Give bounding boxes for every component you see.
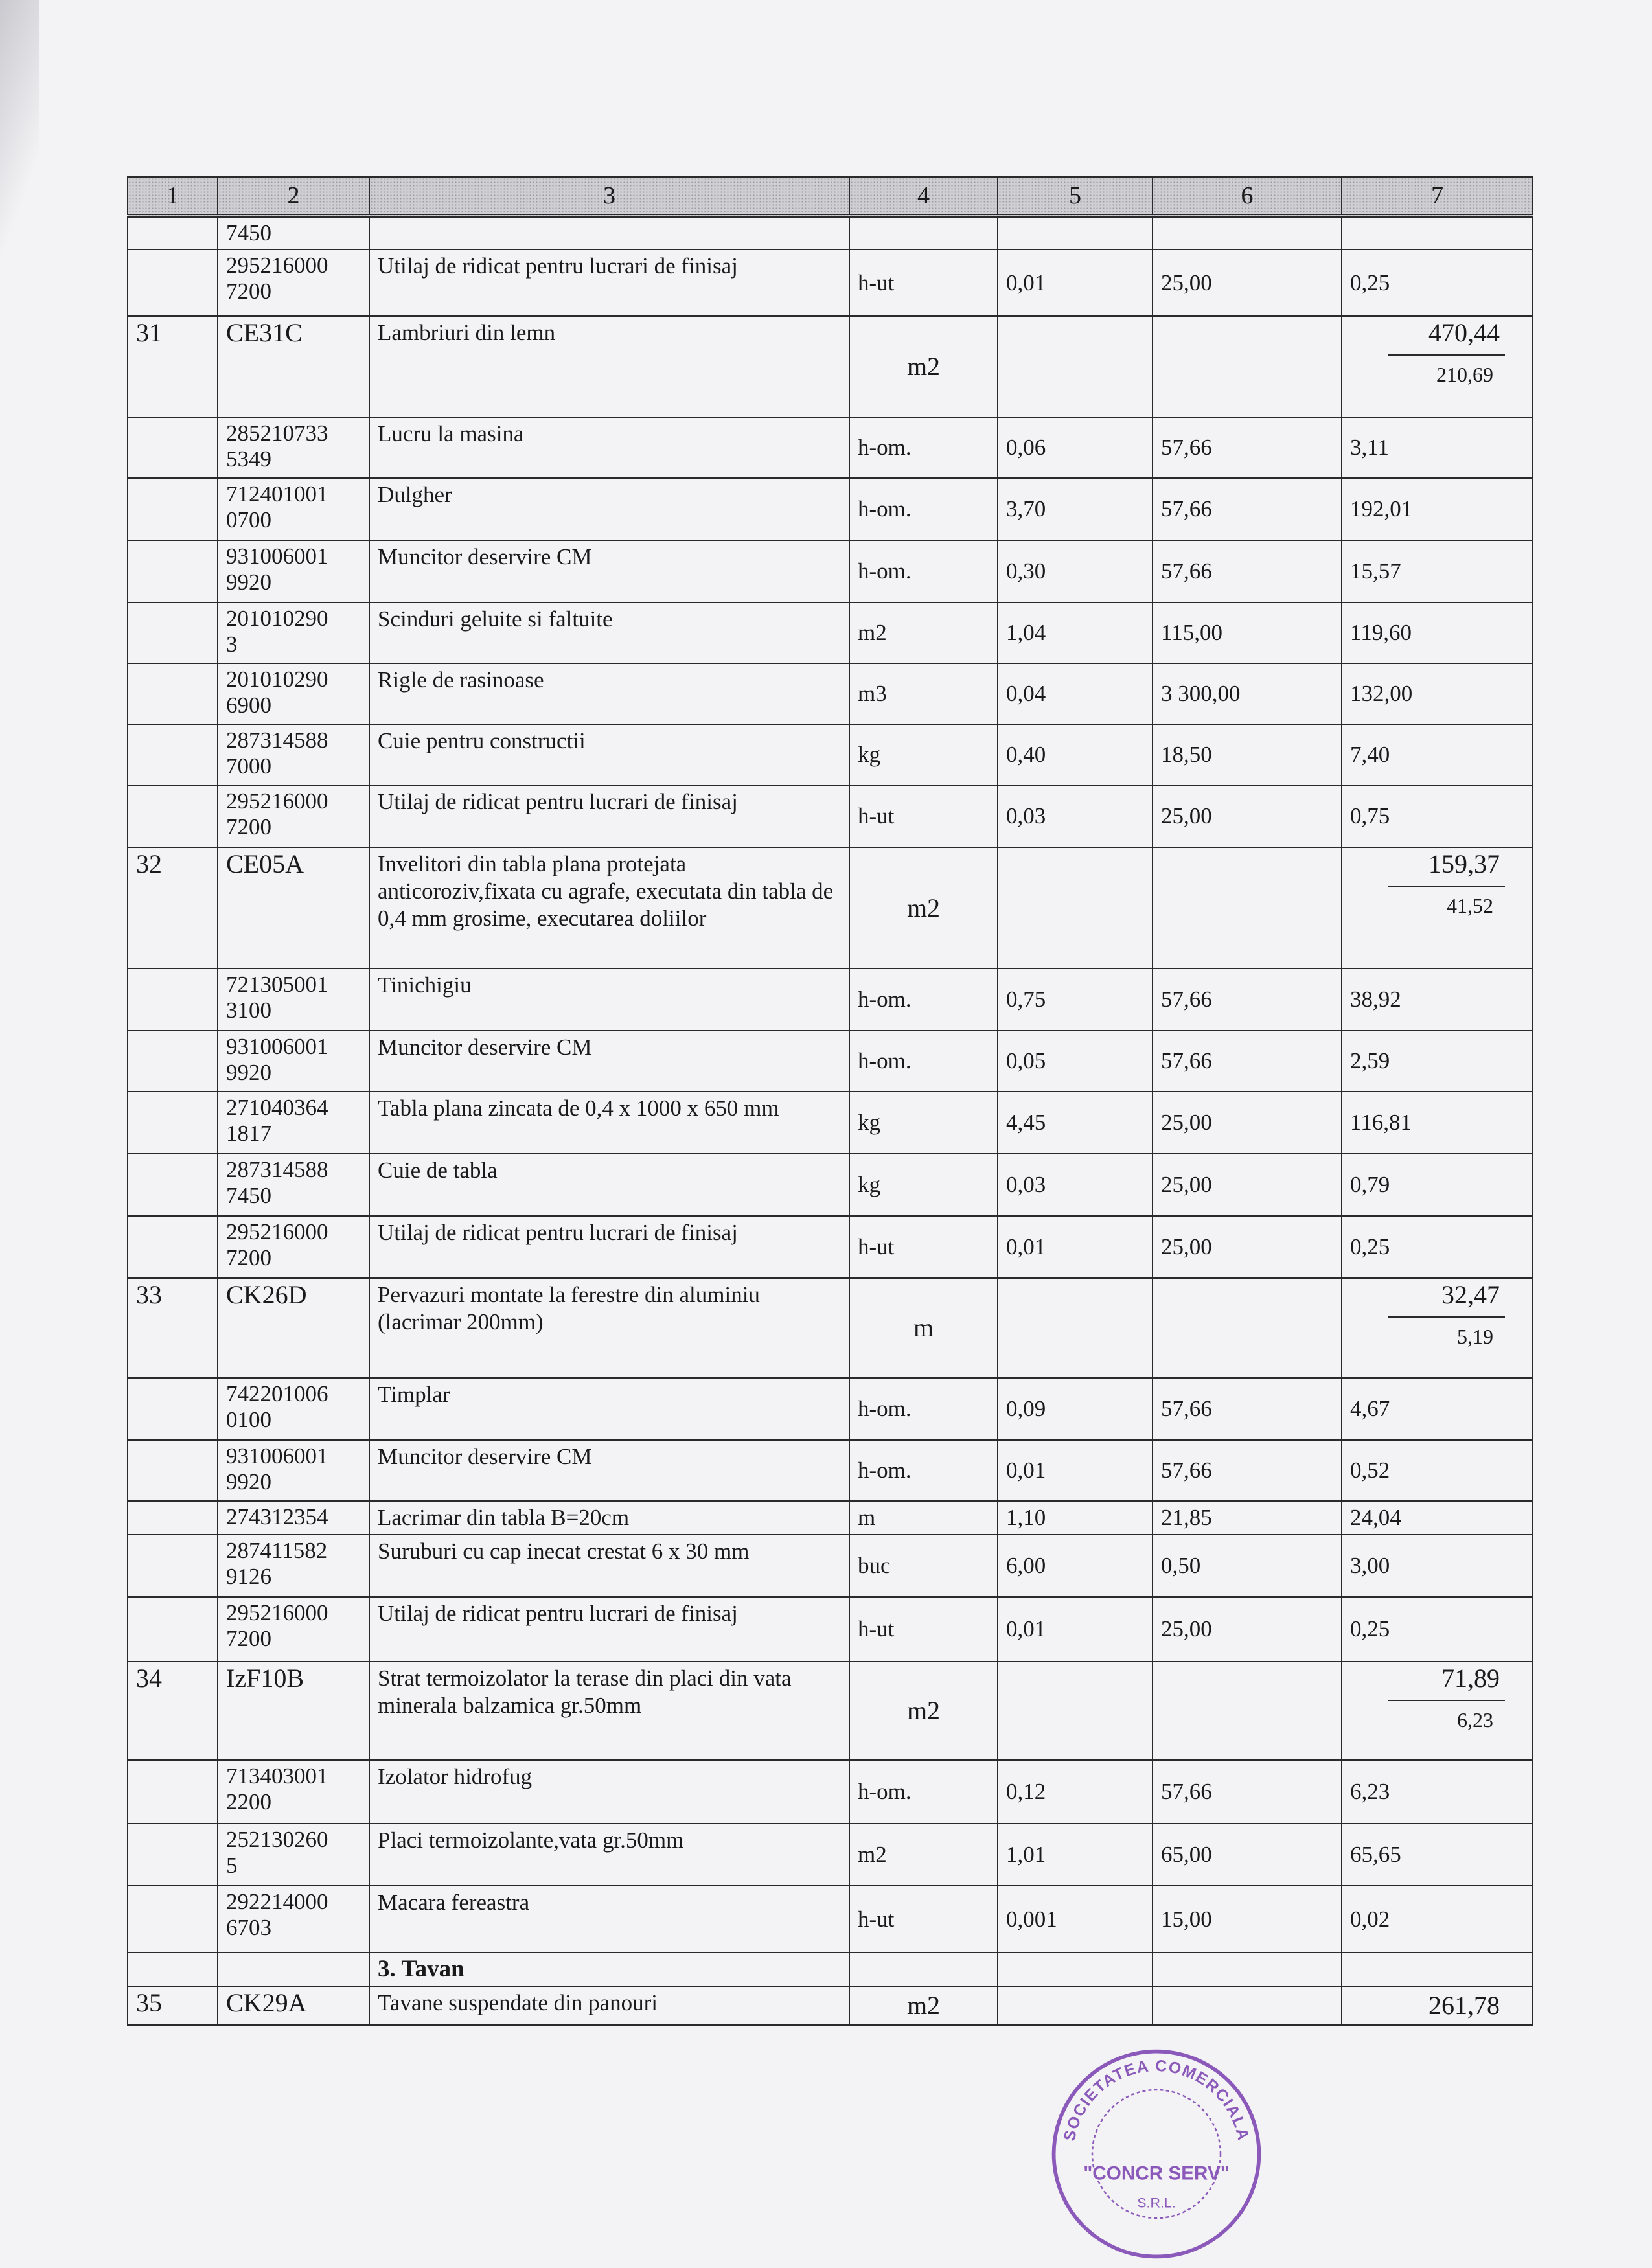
unit-price: 25,00	[1153, 1597, 1342, 1662]
unit: h-ut	[849, 1597, 998, 1662]
quantity: 0,12	[998, 1760, 1153, 1824]
item-number-cell	[128, 1597, 218, 1662]
col-header-3: 3	[369, 177, 849, 216]
col-header-6: 6	[1153, 177, 1342, 216]
empty-qty	[998, 1278, 1153, 1378]
item-total: 71,89	[1441, 1664, 1500, 1693]
resource-row	[128, 663, 1533, 724]
quantity: 0,06	[998, 417, 1153, 478]
item-number-cell	[128, 602, 218, 663]
item-number-cell	[128, 478, 218, 540]
resource-description: Macara fereastra	[369, 1886, 849, 1953]
unit-price	[1153, 216, 1342, 249]
value: 15,57	[1342, 540, 1533, 602]
unit-price: 18,50	[1153, 724, 1342, 785]
unit: buc	[849, 1535, 998, 1597]
item-number-cell	[128, 1092, 218, 1154]
item-total-cell	[1342, 1278, 1533, 1378]
item-number-cell	[128, 785, 218, 847]
resource-row	[128, 478, 1533, 540]
labor-total: 210,69	[1436, 363, 1493, 386]
item-description: Pervazuri montate la ferestre din aluminiu (lacrimar 200mm)	[369, 1278, 849, 1378]
resource-description: Suruburi cu cap inecat crestat 6 x 30 mm	[369, 1535, 849, 1597]
value: 119,60	[1342, 602, 1533, 663]
item-number-cell	[128, 1031, 218, 1092]
quantity: 0,001	[998, 1886, 1153, 1953]
resource-row	[128, 417, 1533, 478]
empty-cell	[1153, 1953, 1342, 1986]
resource-code: 252130260 5	[218, 1824, 369, 1886]
resource-description: Timplar	[369, 1378, 849, 1440]
quantity: 4,45	[998, 1092, 1153, 1154]
item-number-cell	[128, 968, 218, 1031]
resource-code: 7450	[218, 216, 369, 249]
unit: h-om.	[849, 1378, 998, 1440]
unit: h-ut	[849, 249, 998, 316]
unit-price: 25,00	[1153, 249, 1342, 316]
unit-price: 57,66	[1153, 1440, 1342, 1501]
resource-row	[128, 1154, 1533, 1216]
resource-row	[128, 1886, 1533, 1953]
item-total-cell	[1342, 1986, 1533, 2025]
item-total-cell	[1342, 316, 1533, 417]
quantity: 3,70	[998, 478, 1153, 540]
resource-row	[128, 968, 1533, 1031]
item-row	[128, 1986, 1533, 2025]
item-row	[128, 1662, 1533, 1760]
resource-description: Tabla plana zincata de 0,4 x 1000 x 650 mm	[369, 1092, 849, 1154]
resource-description: Lucru la masina	[369, 417, 849, 478]
value: 0,75	[1342, 785, 1533, 847]
resource-code: 931006001 9920	[218, 540, 369, 602]
value: 132,00	[1342, 663, 1533, 724]
quantity: 0,01	[998, 1216, 1153, 1278]
resource-row	[128, 1760, 1533, 1824]
empty-cell	[849, 1953, 998, 1986]
item-unit: m2	[849, 1662, 998, 1760]
resource-row	[128, 785, 1533, 847]
item-total: 32,47	[1441, 1280, 1500, 1309]
item-number: 35	[128, 1986, 218, 2025]
quantity: 0,09	[998, 1378, 1153, 1440]
item-description: Strat termoizolator la terase din placi din vata minerala balzamica gr.50mm	[369, 1662, 849, 1760]
resource-description: Muncitor deservire CM	[369, 540, 849, 602]
resource-description: Utilaj de ridicat pentru lucrari de finisaj	[369, 1597, 849, 1662]
resource-row	[128, 1378, 1533, 1440]
unit-price: 3 300,00	[1153, 663, 1342, 724]
empty-cell	[218, 1953, 369, 1986]
resource-row	[128, 1535, 1533, 1597]
item-unit: m2	[849, 1986, 998, 2025]
resource-code: 285210733 5349	[218, 417, 369, 478]
resource-code: 712401001 0700	[218, 478, 369, 540]
resource-code: 295216000 7200	[218, 1216, 369, 1278]
value: 3,11	[1342, 417, 1533, 478]
section-title: 3. Tavan	[369, 1953, 849, 1986]
item-number-cell	[128, 1216, 218, 1278]
resource-code: 201010290 6900	[218, 663, 369, 724]
total-divider	[1388, 886, 1505, 887]
value: 7,40	[1342, 724, 1533, 785]
unit-price: 57,66	[1153, 1031, 1342, 1092]
item-number-cell	[128, 663, 218, 724]
resource-code: 295216000 7200	[218, 1597, 369, 1662]
item-number: 32	[128, 847, 218, 968]
norm-code: CE05A	[218, 847, 369, 968]
item-number: 34	[128, 1662, 218, 1760]
empty-cell	[1342, 1953, 1533, 1986]
stamp-small-text: S.R.L.	[1137, 2195, 1176, 2211]
unit: h-om.	[849, 1760, 998, 1824]
unit: h-om.	[849, 540, 998, 602]
labor-total: 5,19	[1457, 1325, 1493, 1348]
item-description: Lambriuri din lemn	[369, 316, 849, 417]
value: 2,59	[1342, 1031, 1533, 1092]
empty-qty	[998, 316, 1153, 417]
col-header-4: 4	[849, 177, 998, 216]
unit: kg	[849, 724, 998, 785]
resource-row	[128, 1440, 1533, 1501]
unit: h-om.	[849, 1031, 998, 1092]
quantity: 1,10	[998, 1501, 1153, 1535]
empty-price	[1153, 1986, 1342, 2025]
value: 3,00	[1342, 1535, 1533, 1597]
item-description: Tavane suspendate din panouri	[369, 1986, 849, 2025]
resource-row	[128, 724, 1533, 785]
total-divider	[1388, 1316, 1505, 1318]
item-number-cell	[128, 1886, 218, 1953]
resource-description: Muncitor deservire CM	[369, 1440, 849, 1501]
unit-price: 25,00	[1153, 1092, 1342, 1154]
quantity: 0,40	[998, 724, 1153, 785]
resource-code: 295216000 7200	[218, 249, 369, 316]
item-number-cell	[128, 1440, 218, 1501]
resource-code: 713403001 2200	[218, 1760, 369, 1824]
quantity: 0,01	[998, 1597, 1153, 1662]
item-row	[128, 847, 1533, 968]
scan-edge-shadow	[0, 0, 39, 272]
unit-price: 57,66	[1153, 1760, 1342, 1824]
unit-price: 25,00	[1153, 1216, 1342, 1278]
resource-description: Tinichigiu	[369, 968, 849, 1031]
item-number-cell	[128, 249, 218, 316]
unit: kg	[849, 1092, 998, 1154]
resource-description: Utilaj de ridicat pentru lucrari de finisaj	[369, 1216, 849, 1278]
col-header-7: 7	[1342, 177, 1533, 216]
unit-price: 65,00	[1153, 1824, 1342, 1886]
quantity: 0,05	[998, 1031, 1153, 1092]
resource-code: 287314588 7450	[218, 1154, 369, 1216]
value	[1342, 216, 1533, 249]
resource-code: 292214000 6703	[218, 1886, 369, 1953]
resource-description	[369, 216, 849, 249]
labor-total: 6,23	[1457, 1708, 1493, 1732]
resource-code: 295216000 7200	[218, 785, 369, 847]
resource-code: 287411582 9126	[218, 1535, 369, 1597]
empty-qty	[998, 1662, 1153, 1760]
item-number-cell	[128, 724, 218, 785]
resource-row	[128, 249, 1533, 316]
item-total: 159,37	[1428, 849, 1500, 878]
resource-row	[128, 216, 1533, 249]
unit: h-ut	[849, 1216, 998, 1278]
total-divider	[1388, 1700, 1505, 1701]
resource-row	[128, 602, 1533, 663]
item-number: 33	[128, 1278, 218, 1378]
quantity: 0,01	[998, 1440, 1153, 1501]
item-number-cell	[128, 540, 218, 602]
svg-text:SOCIETATEA COMERCIALA	[1061, 2057, 1252, 2143]
unit: m3	[849, 663, 998, 724]
resource-description: Utilaj de ridicat pentru lucrari de finisaj	[369, 785, 849, 847]
norm-code: IzF10B	[218, 1662, 369, 1760]
col-header-5: 5	[998, 177, 1153, 216]
item-number-cell	[128, 1535, 218, 1597]
resource-row	[128, 1092, 1533, 1154]
stamp-inner-text: "CONCR SERV"	[1083, 2162, 1230, 2184]
quantity: 1,04	[998, 602, 1153, 663]
quantity: 0,01	[998, 249, 1153, 316]
unit: m2	[849, 1824, 998, 1886]
column-number-header	[128, 177, 1533, 216]
unit	[849, 216, 998, 249]
estimate-table	[127, 176, 1533, 2026]
unit: m2	[849, 602, 998, 663]
unit: h-om.	[849, 968, 998, 1031]
value: 0,25	[1342, 249, 1533, 316]
value: 38,92	[1342, 968, 1533, 1031]
resource-row	[128, 540, 1533, 602]
item-total: 261,78	[1428, 1991, 1500, 2020]
unit-price: 57,66	[1153, 478, 1342, 540]
resource-code: 721305001 3100	[218, 968, 369, 1031]
unit-price: 115,00	[1153, 602, 1342, 663]
unit: m	[849, 1501, 998, 1535]
unit-price: 0,50	[1153, 1535, 1342, 1597]
quantity: 1,01	[998, 1824, 1153, 1886]
resource-description: Utilaj de ridicat pentru lucrari de finisaj	[369, 249, 849, 316]
unit-price: 57,66	[1153, 968, 1342, 1031]
empty-price	[1153, 316, 1342, 417]
item-unit: m2	[849, 316, 998, 417]
empty-qty	[998, 1986, 1153, 2025]
unit: h-om.	[849, 478, 998, 540]
norm-code: CK26D	[218, 1278, 369, 1378]
resource-row	[128, 1031, 1533, 1092]
quantity	[998, 216, 1153, 249]
empty-price	[1153, 1662, 1342, 1760]
unit: h-om.	[849, 417, 998, 478]
resource-code: 274312354	[218, 1501, 369, 1535]
resource-description: Muncitor deservire CM	[369, 1031, 849, 1092]
item-number: 31	[128, 316, 218, 417]
item-unit: m	[849, 1278, 998, 1378]
resource-description: Placi termoizolante,vata gr.50mm	[369, 1824, 849, 1886]
resource-row	[128, 1216, 1533, 1278]
norm-code: CE31C	[218, 316, 369, 417]
labor-total: 41,52	[1447, 894, 1493, 917]
item-number-cell	[128, 1824, 218, 1886]
empty-qty	[998, 847, 1153, 968]
quantity: 0,04	[998, 663, 1153, 724]
empty-cell	[998, 1953, 1153, 1986]
value: 24,04	[1342, 1501, 1533, 1535]
unit-price: 57,66	[1153, 540, 1342, 602]
resource-code: 287314588 7000	[218, 724, 369, 785]
value: 192,01	[1342, 478, 1533, 540]
col-header-1: 1	[128, 177, 218, 216]
item-number-cell	[128, 1378, 218, 1440]
resource-row	[128, 1501, 1533, 1535]
item-row	[128, 316, 1533, 417]
unit-price: 57,66	[1153, 417, 1342, 478]
resource-row	[128, 1597, 1533, 1662]
value: 6,23	[1342, 1760, 1533, 1824]
unit-price: 25,00	[1153, 785, 1342, 847]
resource-description: Izolator hidrofug	[369, 1760, 849, 1824]
resource-row	[128, 1824, 1533, 1886]
item-number-cell	[128, 216, 218, 249]
value: 0,02	[1342, 1886, 1533, 1953]
unit: kg	[849, 1154, 998, 1216]
resource-code: 931006001 9920	[218, 1031, 369, 1092]
quantity: 0,03	[998, 1154, 1153, 1216]
unit: h-ut	[849, 785, 998, 847]
empty-price	[1153, 847, 1342, 968]
resource-description: Dulgher	[369, 478, 849, 540]
stamp-outer-text: SOCIETATEA COMERCIALA	[1061, 2057, 1252, 2143]
value: 0,25	[1342, 1216, 1533, 1278]
empty-price	[1153, 1278, 1342, 1378]
value: 0,79	[1342, 1154, 1533, 1216]
unit: h-ut	[849, 1886, 998, 1953]
resource-description: Cuie pentru constructii	[369, 724, 849, 785]
item-row	[128, 1278, 1533, 1378]
table-body	[128, 216, 1533, 2025]
empty-cell	[128, 1953, 218, 1986]
value: 4,67	[1342, 1378, 1533, 1440]
unit-price: 57,66	[1153, 1378, 1342, 1440]
item-total-cell	[1342, 847, 1533, 968]
unit-price: 21,85	[1153, 1501, 1342, 1535]
resource-description: Rigle de rasinoase	[369, 663, 849, 724]
value: 0,52	[1342, 1440, 1533, 1501]
item-number-cell	[128, 1760, 218, 1824]
company-stamp	[1050, 2047, 1263, 2261]
quantity: 0,75	[998, 968, 1153, 1031]
item-total: 470,44	[1428, 318, 1500, 347]
item-total-cell	[1342, 1662, 1533, 1760]
quantity: 6,00	[998, 1535, 1153, 1597]
quantity: 0,30	[998, 540, 1153, 602]
resource-code: 931006001 9920	[218, 1440, 369, 1501]
item-number-cell	[128, 417, 218, 478]
item-description: Invelitori din tabla plana protejata anticoroziv,fixata cu agrafe, executata din tabla de 0,4 mm grosime, executarea doliilor	[369, 847, 849, 968]
value: 0,25	[1342, 1597, 1533, 1662]
resource-description: Scinduri geluite si faltuite	[369, 602, 849, 663]
resource-description: Cuie de tabla	[369, 1154, 849, 1216]
unit: h-om.	[849, 1440, 998, 1501]
resource-description: Lacrimar din tabla B=20cm	[369, 1501, 849, 1535]
item-unit: m2	[849, 847, 998, 968]
norm-code: CK29A	[218, 1986, 369, 2025]
unit-price: 25,00	[1153, 1154, 1342, 1216]
unit-price: 15,00	[1153, 1886, 1342, 1953]
resource-code: 271040364 1817	[218, 1092, 369, 1154]
value: 116,81	[1342, 1092, 1533, 1154]
quantity: 0,03	[998, 785, 1153, 847]
col-header-2: 2	[218, 177, 369, 216]
total-divider	[1388, 354, 1505, 356]
item-number-cell	[128, 1154, 218, 1216]
resource-code: 742201006 0100	[218, 1378, 369, 1440]
resource-code: 201010290 3	[218, 602, 369, 663]
value: 65,65	[1342, 1824, 1533, 1886]
item-number-cell	[128, 1501, 218, 1535]
section-row	[128, 1953, 1533, 1986]
